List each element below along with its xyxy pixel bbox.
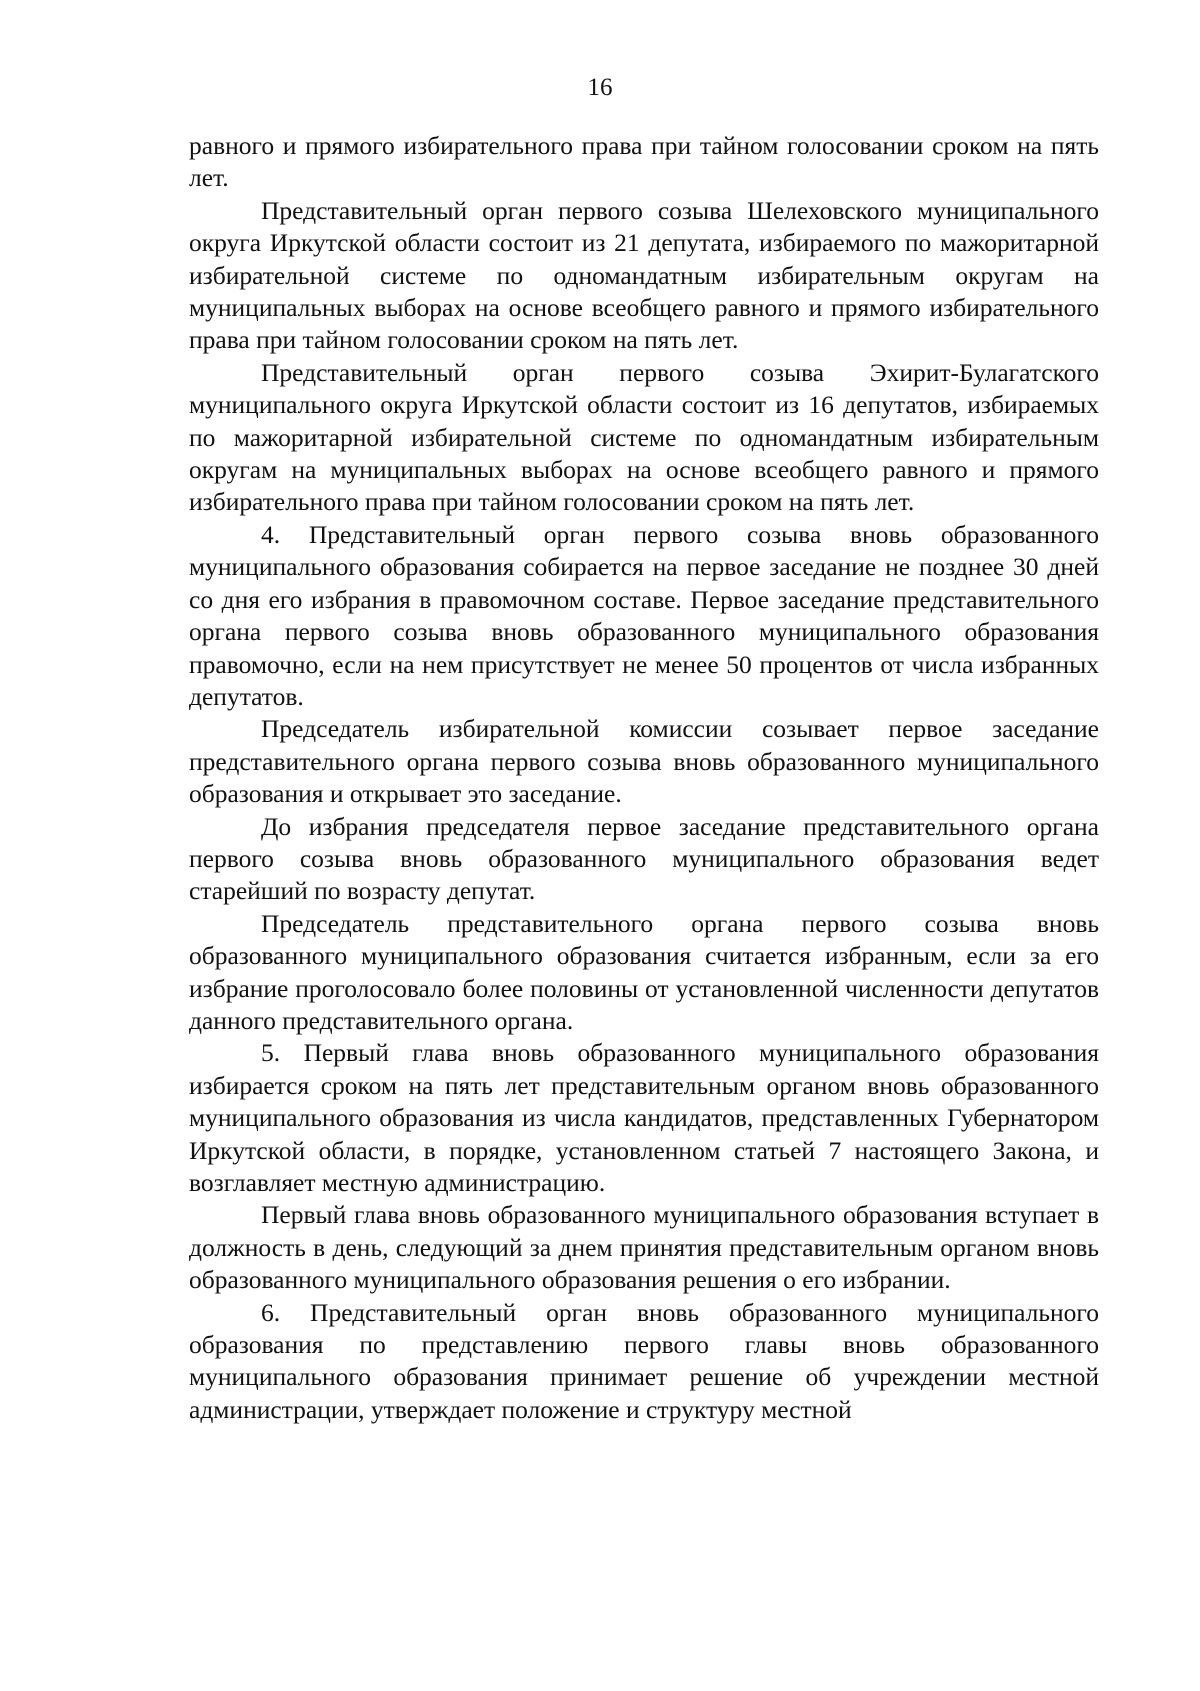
page-number: 16 (587, 74, 613, 101)
paragraph-3: Представительный орган первого созыва Эхирит-Булагатского муниципального округа Иркутской области состоит из 16 депутатов, избираемых по мажоритарной избирательной системе по одномандатным избирательным округам на муниципальных выборах на основе всеобщего равного и прямого избирательного права при тайном голосовании сроком на пять лет. (189, 357, 1099, 517)
paragraph-1: равного и прямого избирательного права при тайном голосовании сроком на пять лет. (189, 131, 1099, 193)
paragraph-7: Председатель представительного органа первого созыва вновь образованного муниципального образования считается избранным, если за его избрание проголосовало более половины от установленной численности депутатов данного представительного органа. (189, 908, 1099, 1035)
paragraph-6: До избрания председателя первое заседание представительного органа первого созыва вновь образованного муниципального образования ведет старейший по возрасту депутат. (189, 811, 1099, 906)
paragraph-2: Представительный орган первого созыва Шелеховского муниципального округа Иркутской области состоит из 21 депутата, избираемого по мажоритарной избирательной системе по одномандатным избирательным округам на муниципальных выборах на основе всеобщего равного и прямого избирательного права при тайном голосовании сроком на пять лет. (189, 195, 1099, 355)
paragraph-9: Первый глава вновь образованного муниципального образования вступает в должность в день, следующий за днем принятия представительным органом вновь образованного муниципального образования решения о его избрании. (189, 1200, 1099, 1295)
paragraph-8: 5. Первый глава вновь образованного муниципального образования избирается сроком на пять лет представительным органом вновь образованного муниципального образования из числа кандидатов, представленных Губернатором Иркутской области, в порядке, установленном статьей 7 настоящего Закона, и возглавляет местную администрацию. (189, 1038, 1099, 1197)
paragraph-5: Председатель избирательной комиссии созывает первое заседание представительного органа первого созыва вновь образованного муниципального образования и открывает это заседание. (189, 714, 1099, 809)
paragraph-4: 4. Представительный орган первого созыва вновь образованного муниципального образования собирается на первое заседание не позднее 30 дней со дня его избрания в правомочном составе. Первое заседание представительного органа первого созыва вновь образованного муниципального образования правомочно, если на нем присутствует не менее 50 процентов от числа избранных депутатов. (189, 519, 1099, 711)
paragraph-10: 6. Представительный орган вновь образованного муниципального образования по представлению первого главы вновь образованного муниципального образования принимает решение об учреждении местной администрации, утверждает положение и структуру местной (189, 1297, 1099, 1424)
document-body (189, 130, 1099, 1426)
